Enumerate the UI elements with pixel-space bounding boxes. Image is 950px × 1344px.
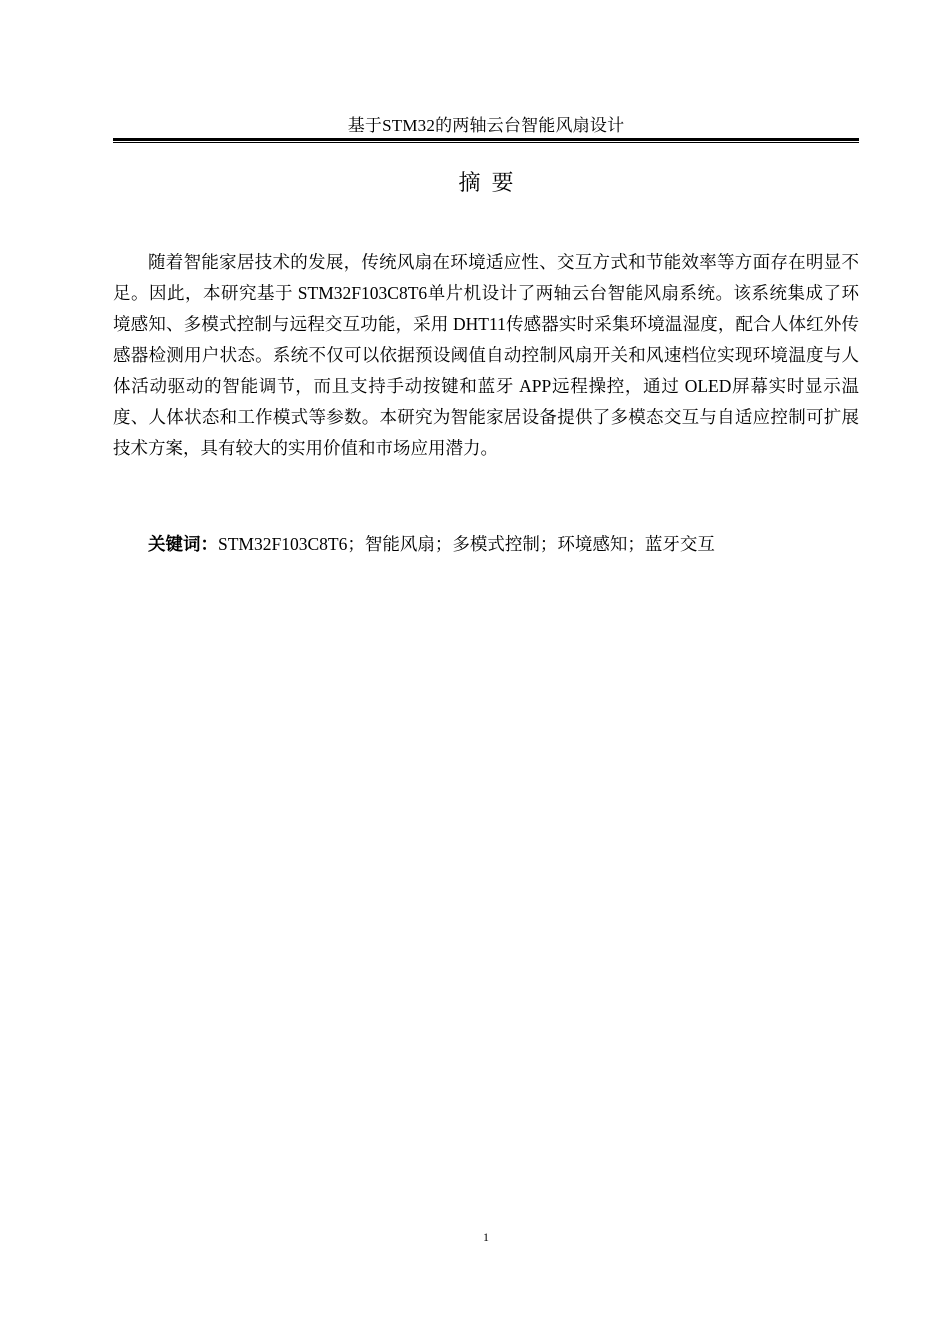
header-rule-thin — [113, 142, 859, 143]
running-header-title: 基于STM32的两轴云台智能风扇设计 — [347, 116, 625, 135]
keywords-label: 关键词： — [148, 534, 218, 554]
abstract-heading: 摘要 — [458, 171, 525, 196]
keywords-value: STM32F103C8T6；智能风扇；多模式控制；环境感知；蓝牙交互 — [218, 534, 715, 554]
keywords-line — [148, 531, 859, 557]
page-number: 1 — [483, 1230, 489, 1244]
header-rule-thick — [113, 138, 859, 141]
abstract-body: 随着智能家居技术的发展，传统风扇在环境适应性、交互方式和节能效率等方面存在明显不足。因此，本研究基于 STM32F103C8T6单片机设计了两轴云台智能风扇系统。该系统集成了环境感知、多模式控制与远程交互功能，采用 DHT11传感器实时采集环境温湿度，配合人体红外传感器检测用户状态。系统不仅可以依据预设阈值自动控制风扇开关和风速档位实现环境温度与人体活动驱动的智能调节，而且支持手动按键和蓝牙 APP远程操控，通过 OLED屏幕实时显示温度、人体状态和工作模式等参数。本研究为智能家居设备提供了多模态交互与自适应控制可扩展技术方案，具有较大的实用价值和市场应用潜力。 — [113, 252, 859, 458]
